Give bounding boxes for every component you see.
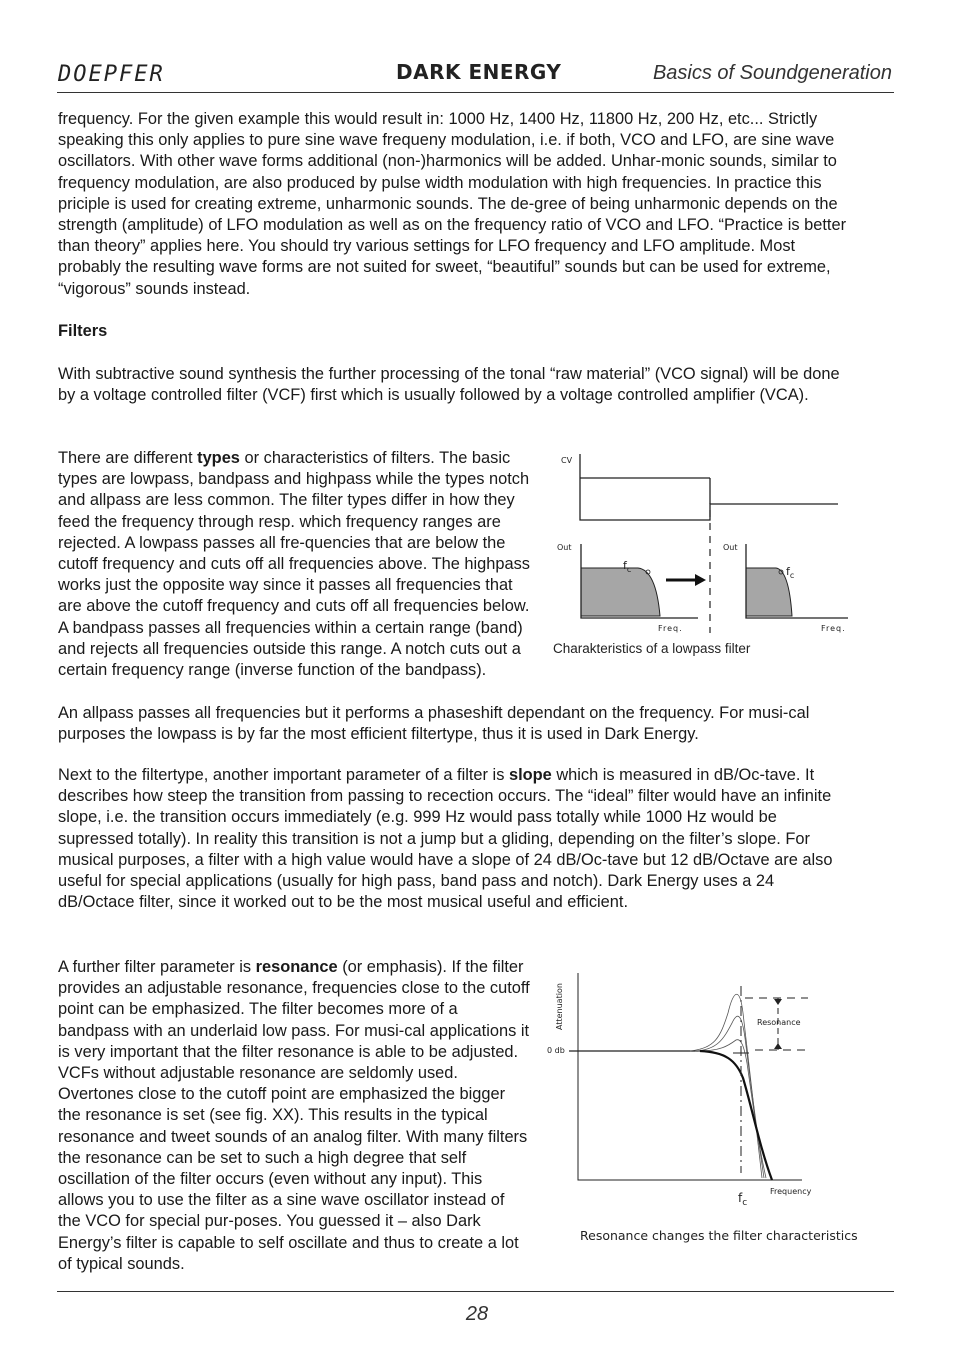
axes <box>578 973 802 1180</box>
arrow-right-icon <box>695 574 706 586</box>
resonance-label: Resonance <box>757 1018 801 1027</box>
section-title: Basics of Soundgeneration <box>652 62 892 84</box>
paragraph-intro: frequency. For the given example this would result in: 1000 Hz, 1400 Hz, 11800 Hz, 200 Hz, etc... Strictly speaking this only applies to pure sine wave frequeny modulation, i.e. if both, VCO and LFO, are sine wave oscillators. With other wave forms additional (non-)harmonics will be added. Unhar-monic sounds, similar to frequency modulation, are also produced by pulse width modulation with high frequencies. In practice this priciple is used for creating extreme, unharmonic sounds. The de-gree of being unharmonic depends on the strength (amplitude) of LFO modulation as well as on the frequency ratio of VCO and LFO. “Practice is better than theory” applies here. You should try various settings for LFO frequency and LFO amplitude. Most probably the resulting wave forms are not suited for sweet, “beautiful” sounds but can be used for extreme, “vigorous” sounds instead. <box>58 110 847 298</box>
freq-label-right: Freq. <box>821 624 846 633</box>
out-label-left: Out <box>557 543 572 552</box>
figure-resonance-caption: Resonance changes the filter characteristics <box>580 1228 858 1243</box>
paragraph-subtractive: With subtractive sound synthesis the further processing of the tonal “raw material” (VCO signal) will be done by a voltage controlled filter (VCF) first which is usually followed by a voltage controlled amplifier (VCA). <box>58 365 840 405</box>
product-title: DARK ENERGY <box>396 60 562 84</box>
paragraph-filter-types <box>58 448 530 681</box>
fc-f: f <box>786 565 790 578</box>
text-run: Next to the filtertype, another important parameter of a filter is <box>58 766 509 784</box>
fc-c: c <box>626 565 632 574</box>
fc-c: c <box>742 1198 748 1208</box>
text-run: which is measured in dB/Oc-tave. It describes how steep the transition from passing to recection occurs. The “ideal” filter would have an infinite slope, i.e. the transition occurs immediately (e.g. 999 Hz would pass totally while 1000 Hz would be supressed totally). In reality this transition is not a jump but a gliding, depending on the filter’s slope. For musical purposes, a filter with a high value would have a slope of 24 dB/Oc-tave but 12 dB/Octave are also useful for special applications (usually for high pass, band pass and notch). Dark Energy uses a 24 dB/Octace filter, since it worked out to be the most musical useful and efficient. <box>58 766 833 912</box>
fc-label <box>738 1191 747 1208</box>
frequency-label: Frequency <box>770 1187 812 1196</box>
cv-step-line <box>580 454 838 520</box>
fc-c: c <box>789 571 795 580</box>
text-run: or characteristics of filters. The basic types are lowpass, bandpass and highpass while the types notch and allpass are less common. The filter types differ in how they feed the frequency through resp. which frequency ranges are rejected. A lowpass passes all fre-quencies that are below the cutoff frequency and cuts off all frequencies above. The highpass works just the opposite way since it passes all frequencies that are above the cutoff frequency and cuts off all frequencies below. A bandpass passes all frequencies within a certain range (band) and rejects all frequencies outside this range. A notch cuts out a certain frequency range (inverse function of the bandpass). <box>58 449 530 680</box>
bold-term-slope: slope <box>508 766 552 784</box>
attenuation-label: Attenuation <box>555 983 564 1030</box>
brand-logo: DOEPFER <box>58 62 165 87</box>
fc-f: f <box>738 1191 743 1205</box>
page-number: 28 <box>465 1303 489 1325</box>
fc-f: f <box>623 559 627 572</box>
bold-term-types: types <box>197 449 240 467</box>
lowpass-curve-left <box>581 568 660 616</box>
out-label-right: Out <box>723 543 738 552</box>
figure-lowpass <box>548 448 854 638</box>
footer-rule <box>57 1291 894 1292</box>
resonance-curve-medium <box>695 1016 764 1178</box>
figure-resonance-svg <box>540 968 840 1213</box>
paragraph-resonance <box>58 957 530 1275</box>
fc-label-right <box>786 565 794 580</box>
figure-resonance <box>540 968 840 1213</box>
text-run: (or emphasis). If the filter provides an adjustable resonance, frequencies close to the cutoff point can be emphasized. The filter becomes more of a bandpass with an underlaid low pass. For musi-cal applications it is very important that the filter resonance is able to be adjusted. VCFs without adjustable resonance are seldomly used. Overtones close to the cutoff point are emphasized the bigger the resonance is set (see fig. XX). This results in the typical resonance and tweet sounds of an analog filter. With many filters the resonance can be set to such a high degree that self oscillation of the filter occurs (even without any input). This allows you to use the filter as a sine wave oscillator instead of the VCO for special pur-poses. You guessed it – also Dark Energy’s filter is capable to self oscillate and thus to create a lot of typical sounds. <box>58 958 530 1273</box>
header-rule <box>57 92 894 93</box>
paragraph-slope <box>58 765 853 913</box>
figure-lowpass-caption: Charakteristics of a lowpass filter <box>553 641 751 656</box>
cv-label: CV <box>561 456 573 465</box>
figure-lowpass-svg <box>548 448 854 638</box>
freq-label-left: Freq. <box>658 624 683 633</box>
arrow-up-icon <box>774 1043 782 1049</box>
zero-db-label: 0 db <box>547 1046 565 1055</box>
filters-heading: Filters <box>58 322 108 340</box>
bold-term-resonance: resonance <box>255 958 338 976</box>
arrow-down-icon <box>774 999 782 1005</box>
text-run: A further filter parameter is <box>58 958 256 976</box>
fc-label-left <box>623 559 631 574</box>
text-run: There are different <box>58 449 198 467</box>
paragraph-allpass: An allpass passes all frequencies but it performs a phaseshift dependant on the frequency. For musi-cal purposes the lowpass is by far the most efficient filtertype, thus it is used in Dark Energy. <box>58 704 810 744</box>
